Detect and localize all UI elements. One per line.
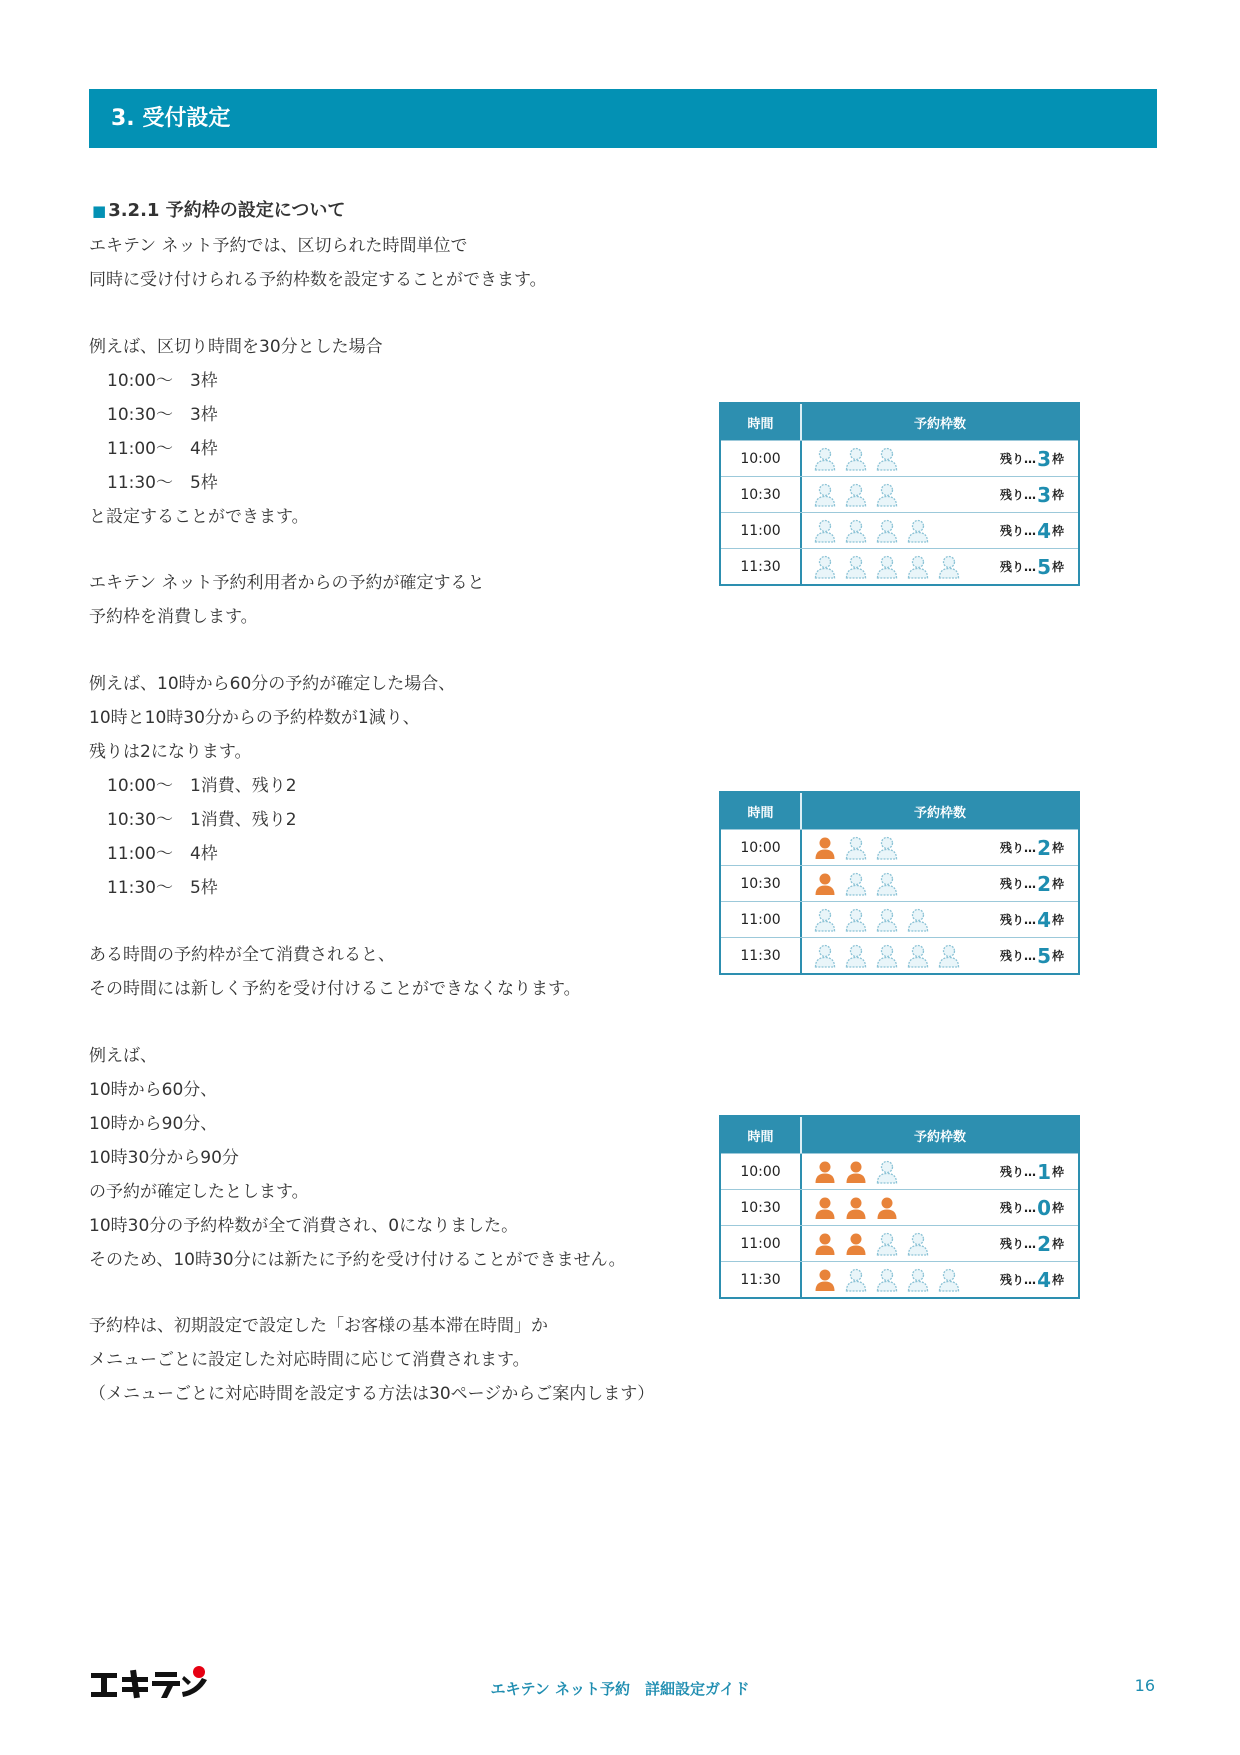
- square-bullet-icon: ■: [92, 202, 107, 220]
- text-line: （メニューごとに対応時間を設定する方法は30ページからご案内します）: [89, 1384, 655, 1404]
- remaining-number: 2: [1037, 871, 1051, 896]
- paragraph-example-2: [89, 667, 729, 905]
- person-available-icon: [876, 519, 898, 543]
- remaining-unit: 枠: [1051, 841, 1064, 855]
- table-row: [721, 937, 1078, 973]
- person-available-icon: [845, 1268, 867, 1292]
- remaining-number: 4: [1037, 518, 1051, 543]
- table-row: [721, 440, 1078, 476]
- person-available-icon: [876, 1268, 898, 1292]
- paragraph-intro: [89, 229, 729, 297]
- person-available-icon: [845, 519, 867, 543]
- person-booked-icon: [876, 1196, 898, 1220]
- remaining-prefix: 残り…: [1000, 452, 1037, 466]
- time-cell: 10:30: [721, 866, 802, 901]
- text-line: 11:00～ 4枠: [107, 439, 218, 459]
- remaining-number: 3: [1037, 446, 1051, 471]
- paragraph-example-3: [89, 1039, 729, 1277]
- table-row: [721, 1189, 1078, 1225]
- text-line: 例えば、: [89, 1046, 157, 1066]
- remaining-count: [1000, 1154, 1064, 1189]
- table-header-row: [721, 1117, 1078, 1153]
- table-header-row: [721, 793, 1078, 829]
- remaining-unit: 枠: [1051, 1201, 1064, 1215]
- person-booked-icon: [814, 1160, 836, 1184]
- person-booked-icon: [814, 1196, 836, 1220]
- person-available-icon: [845, 483, 867, 507]
- text-line: と設定することができます。: [89, 507, 309, 527]
- text-line: 予約枠は、初期設定で設定した「お客様の基本滞在時間」か: [89, 1316, 548, 1336]
- person-available-icon: [876, 836, 898, 860]
- remaining-count: [1000, 1226, 1064, 1261]
- time-cell: 10:30: [721, 477, 802, 512]
- person-booked-icon: [845, 1160, 867, 1184]
- time-cell: 11:30: [721, 938, 802, 973]
- text-line: そのため、10時30分には新たに予約を受け付けることができません。: [89, 1250, 626, 1270]
- person-booked-icon: [814, 836, 836, 860]
- person-available-icon: [814, 555, 836, 579]
- person-available-icon: [907, 555, 929, 579]
- table-row: [721, 829, 1078, 865]
- reservation-table-1: [719, 402, 1080, 586]
- slots-cell: [802, 441, 1078, 476]
- remaining-unit: 枠: [1051, 1273, 1064, 1287]
- column-header-slots: 予約枠数: [913, 416, 966, 432]
- paragraph-full: [89, 938, 729, 1006]
- remaining-prefix: 残り…: [1000, 949, 1037, 963]
- person-available-icon: [907, 519, 929, 543]
- person-available-icon: [814, 519, 836, 543]
- remaining-count: [1000, 513, 1064, 548]
- remaining-prefix: 残り…: [1000, 877, 1037, 891]
- person-available-icon: [876, 447, 898, 471]
- time-cell: 11:00: [721, 513, 802, 548]
- text-line: 予約枠を消費します。: [89, 607, 258, 627]
- table-row: [721, 476, 1078, 512]
- remaining-number: 0: [1037, 1195, 1051, 1220]
- slots-cell: [802, 513, 1078, 548]
- table-row: [721, 1153, 1078, 1189]
- remaining-count: [1000, 441, 1064, 476]
- remaining-prefix: 残り…: [1000, 1273, 1037, 1287]
- person-booked-icon: [845, 1196, 867, 1220]
- person-available-icon: [876, 483, 898, 507]
- person-available-icon: [845, 908, 867, 932]
- text-line: ある時間の予約枠が全て消費されると、: [89, 945, 395, 965]
- slots-cell: [802, 1226, 1078, 1261]
- slots-cell: [802, 1190, 1078, 1225]
- person-available-icon: [876, 1232, 898, 1256]
- text-line: 例えば、区切り時間を30分とした場合: [89, 337, 383, 357]
- person-available-icon: [876, 944, 898, 968]
- page-number: 16: [1134, 1676, 1155, 1695]
- column-header-slots: 予約枠数: [913, 1129, 966, 1145]
- person-available-icon: [876, 908, 898, 932]
- text-line: エキテン ネット予約利用者からの予約が確定すると: [89, 573, 485, 593]
- text-line: 10時と10時30分からの予約枠数が1減り、: [89, 708, 420, 728]
- column-header-time: 時間: [721, 793, 802, 829]
- text-line: 10:00～ 1消費、残り2: [107, 776, 297, 796]
- text-line: メニューごとに設定した対応時間に応じて消費されます。: [89, 1350, 530, 1370]
- text-line: 10:30～ 3枠: [107, 405, 218, 425]
- person-available-icon: [938, 944, 960, 968]
- remaining-prefix: 残り…: [1000, 841, 1037, 855]
- time-cell: 10:00: [721, 1154, 802, 1189]
- time-cell: 11:30: [721, 549, 802, 584]
- time-cell: 11:00: [721, 902, 802, 937]
- footer-guide-title: エキテン ネット予約 詳細設定ガイド: [490, 1680, 750, 1698]
- remaining-number: 3: [1037, 482, 1051, 507]
- section-heading-text: 3.2.1 予約枠の設定について: [108, 200, 346, 221]
- remaining-count: [1000, 1190, 1064, 1225]
- remaining-unit: 枠: [1051, 1237, 1064, 1251]
- slots-cell: [802, 549, 1078, 584]
- person-booked-icon: [814, 1268, 836, 1292]
- text-line: の予約が確定したとします。: [89, 1182, 309, 1202]
- text-line: 10時から90分、: [89, 1114, 218, 1134]
- time-cell: 11:00: [721, 1226, 802, 1261]
- text-line: 11:00～ 4枠: [107, 844, 218, 864]
- remaining-count: [1000, 938, 1064, 973]
- person-booked-icon: [814, 872, 836, 896]
- person-available-icon: [938, 1268, 960, 1292]
- remaining-count: [1000, 549, 1064, 584]
- person-available-icon: [814, 944, 836, 968]
- person-available-icon: [845, 447, 867, 471]
- person-available-icon: [876, 555, 898, 579]
- remaining-prefix: 残り…: [1000, 488, 1037, 502]
- person-available-icon: [907, 1232, 929, 1256]
- person-booked-icon: [814, 1232, 836, 1256]
- text-line: 例えば、10時から60分の予約が確定した場合、: [89, 674, 456, 694]
- remaining-number: 4: [1037, 907, 1051, 932]
- person-available-icon: [814, 447, 836, 471]
- time-cell: 10:00: [721, 441, 802, 476]
- slots-cell: [802, 902, 1078, 937]
- time-cell: 10:00: [721, 830, 802, 865]
- paragraph-consume: [89, 566, 729, 634]
- remaining-unit: 枠: [1051, 913, 1064, 927]
- remaining-unit: 枠: [1051, 524, 1064, 538]
- column-header-time: 時間: [721, 404, 802, 440]
- slots-cell: [802, 866, 1078, 901]
- remaining-number: 1: [1037, 1159, 1051, 1184]
- person-booked-icon: [845, 1232, 867, 1256]
- table-row: [721, 901, 1078, 937]
- remaining-prefix: 残り…: [1000, 1165, 1037, 1179]
- text-line: 10:00～ 3枠: [107, 371, 218, 391]
- person-available-icon: [876, 872, 898, 896]
- text-line: 10時30分の予約枠数が全て消費され、0になりました。: [89, 1216, 519, 1236]
- person-available-icon: [814, 908, 836, 932]
- text-line: 10時30分から90分: [89, 1148, 239, 1168]
- remaining-number: 2: [1037, 1231, 1051, 1256]
- time-cell: 10:30: [721, 1190, 802, 1225]
- text-line: 残りは2になります。: [89, 742, 252, 762]
- person-available-icon: [938, 555, 960, 579]
- paragraph-example-1: [89, 330, 729, 534]
- table-row: [721, 865, 1078, 901]
- person-available-icon: [845, 836, 867, 860]
- column-header-slots: 予約枠数: [913, 805, 966, 821]
- text-line: 11:30～ 5枠: [107, 878, 218, 898]
- remaining-number: 4: [1037, 1267, 1051, 1292]
- slots-cell: [802, 938, 1078, 973]
- remaining-count: [1000, 1262, 1064, 1297]
- page-title: 3. 受付設定: [111, 106, 231, 131]
- person-available-icon: [907, 1268, 929, 1292]
- text-line: その時間には新しく予約を受け付けることができなくなります。: [89, 979, 581, 999]
- reservation-table-3: [719, 1115, 1080, 1299]
- slots-cell: [802, 1262, 1078, 1297]
- person-available-icon: [876, 1160, 898, 1184]
- table-row: [721, 548, 1078, 584]
- remaining-count: [1000, 830, 1064, 865]
- remaining-unit: 枠: [1051, 877, 1064, 891]
- text-line: 10時から60分、: [89, 1080, 218, 1100]
- section-heading: [92, 196, 345, 222]
- remaining-count: [1000, 902, 1064, 937]
- person-available-icon: [907, 944, 929, 968]
- slots-cell: [802, 830, 1078, 865]
- person-available-icon: [845, 872, 867, 896]
- remaining-count: [1000, 477, 1064, 512]
- slots-cell: [802, 477, 1078, 512]
- remaining-prefix: 残り…: [1000, 913, 1037, 927]
- remaining-prefix: 残り…: [1000, 1237, 1037, 1251]
- table-header-row: [721, 404, 1078, 440]
- remaining-unit: 枠: [1051, 488, 1064, 502]
- person-available-icon: [907, 908, 929, 932]
- remaining-unit: 枠: [1051, 949, 1064, 963]
- remaining-prefix: 残り…: [1000, 1201, 1037, 1215]
- reservation-table-2: [719, 791, 1080, 975]
- text-line: エキテン ネット予約では、区切られた時間単位で: [89, 236, 468, 256]
- remaining-unit: 枠: [1051, 1165, 1064, 1179]
- remaining-prefix: 残り…: [1000, 524, 1037, 538]
- remaining-unit: 枠: [1051, 452, 1064, 466]
- paragraph-note: [89, 1309, 729, 1411]
- table-row: [721, 1225, 1078, 1261]
- text-line: 同時に受け付けられる予約枠数を設定することができます。: [89, 270, 547, 290]
- remaining-number: 5: [1037, 943, 1051, 968]
- table-row: [721, 1261, 1078, 1297]
- remaining-prefix: 残り…: [1000, 560, 1037, 574]
- person-available-icon: [845, 555, 867, 579]
- text-line: 11:30～ 5枠: [107, 473, 218, 493]
- remaining-unit: 枠: [1051, 560, 1064, 574]
- slots-cell: [802, 1154, 1078, 1189]
- column-header-time: 時間: [721, 1117, 802, 1153]
- text-line: 10:30～ 1消費、残り2: [107, 810, 297, 830]
- table-row: [721, 512, 1078, 548]
- person-available-icon: [845, 944, 867, 968]
- section-header-bar: [89, 89, 1157, 148]
- time-cell: 11:30: [721, 1262, 802, 1297]
- person-available-icon: [814, 483, 836, 507]
- remaining-number: 5: [1037, 554, 1051, 579]
- remaining-count: [1000, 866, 1064, 901]
- remaining-number: 2: [1037, 835, 1051, 860]
